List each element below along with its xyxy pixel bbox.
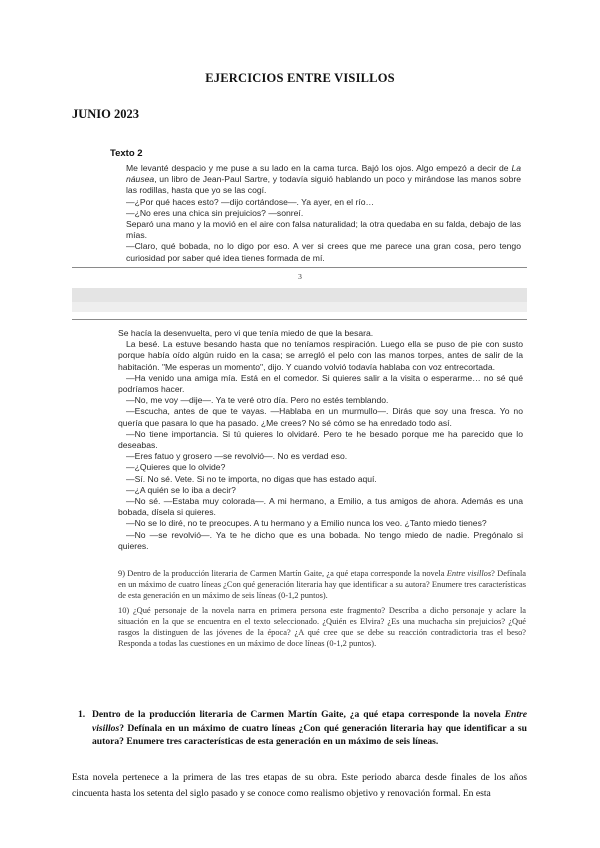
text-line: —¿Quieres que lo olvide? (126, 462, 226, 473)
text-line: —No tiene importancia. Si tú quieres lo olvidaré. Pero te he besado porque me ha parecido que lo deseabas. (118, 428, 523, 451)
text-line: —¿A quién se lo iba a decir? (126, 484, 236, 495)
text-paragraph: —¿No eres una chica sin prejuicios? —sonreí. (126, 207, 304, 218)
page-break-band (72, 288, 527, 302)
exam-date-heading: JUNIO 2023 (72, 107, 140, 121)
text-paragraph: —¿Por qué haces esto? —dijo cortándose—. Ya ayer, en el río… (126, 196, 375, 207)
text-line: —No, me voy —dije—. Ya te veré otro día. Pero no estés temblando. (126, 395, 389, 406)
question-9: 9) Dentro de la producción literaria de Carmen Martín Gaite, ¿a qué etapa corresponde la novela Entre visillos? Defínala en un máximo de cuatro líneas ¿Con qué generación literaria hay que identificar a su autora? Enumere tres características de esta generación en un máximo de seis líneas (0-1,2 puntos). (118, 569, 526, 600)
answer-question-heading: 1. Dentro de la producción literaria de Carmen Martín Gaite, ¿a qué etapa corresponde la novela Entre visillos? Defínala en un máximo de cuatro líneas ¿Con qué generación literaria hay que identificar a su autora? Enumere tres características de esta generación en un máximo de seis líneas. (78, 709, 527, 747)
page-title: EJERCICIOS ENTRE VISILLOS (205, 71, 395, 85)
text-line: Se hacía la desenvuelta, pero vi que tenía miedo de que la besara. (118, 328, 374, 338)
text-line: —No se lo diré, no te preocupes. A tu hermano y a Emilio nunca los veo. ¿Tanto miedo tienes? (126, 518, 487, 529)
text-line: —Ha venido una amiga mía. Está en el comedor. Si quieres salir a la visita o esperarme… no sé qué podríamos hacer. (118, 372, 523, 395)
text-paragraph: —Claro, qué bobada, no lo digo por eso. A ver si crees que me parece una gran cosa, pero tengo curiosidad por saber qué idea tienes formada de mí. (126, 241, 521, 263)
question-number: 1. (78, 709, 86, 720)
scanned-text-continuation (118, 328, 523, 552)
divider (72, 319, 527, 320)
text-line: —No —se revolvió—. Ya te he dicho que es una bobada. No tengo miedo de nadie. Pregónalo si quieres. (118, 529, 523, 551)
divider (72, 267, 527, 268)
page-number: 3 (298, 272, 302, 281)
text-label: Texto 2 (110, 148, 143, 159)
text-paragraph: Me levanté despacio y me puse a su lado en la cama turca. Bajó los ojos. Algo empezó a decir de La náusea, un libro de Jean-Paul Sartre, y todavía siguió hablando un poco y mirándose las manos sobre las rodillas, hasta que yo se las cogí. (126, 163, 521, 196)
text-line: —No sé. —Estaba muy colorada—. A mi hermano, a Emilio, a tus amigos de ahora. Además es una bobada, dísela si quieres. (118, 496, 523, 518)
scanned-text-fragment (126, 163, 521, 264)
text-line: —Escucha, antes de que te vayas. —Hablaba en un murmullo—. Dirás que soy una fresca. Yo no quería que pasara lo que ha pasado. ¿Me crees? No sé cómo se ha enredado todo así. (118, 406, 523, 428)
page-break-band (72, 302, 527, 312)
text-paragraph: Separó una mano y la movió en el aire con falsa naturalidad; la otra quedaba en su falda, debajo de las mías. (126, 219, 521, 241)
text-line: —Eres fatuo y grosero —se revolvió—. No es verdad eso. (126, 451, 348, 462)
question-10: 10) ¿Qué personaje de la novela narra en primera persona este fragmento? Describa a dicho personaje y aclare la situación en la que se encuentra en el texto seleccionado. ¿Quién es Elvira? ¿Es una muchacha sin prejuicios? ¿Qué rasgos la distinguen de las jóvenes de la época? ¿A qué cree que se debe su reacción contradictoria tras el beso? Responda a todas las cuestiones en un máximo de doce líneas (0-1,2 puntos). (118, 606, 526, 648)
text-line: —Sí. No sé. Vete. Si no te importa, no digas que has estado aquí. (126, 473, 377, 484)
text-line: La besé. La estuve besando hasta que no teníamos respiración. Luego ella se puso de pie con susto porque había oído algún ruido en la casa; se arregló el pelo con las manos torpes, antes de salir de la habitación. "Me esperas un momento", dijo. Y cuando volvió todavía hablaba con voz entrecortada. (118, 339, 523, 372)
answer-text: Esta novela pertenece a la primera de las tres etapas de su obra. Este periodo abarca desde finales de los años cincuenta hasta los setenta del siglo pasado y se conoce como realismo objetivo y renovación formal. En esta (72, 772, 527, 799)
